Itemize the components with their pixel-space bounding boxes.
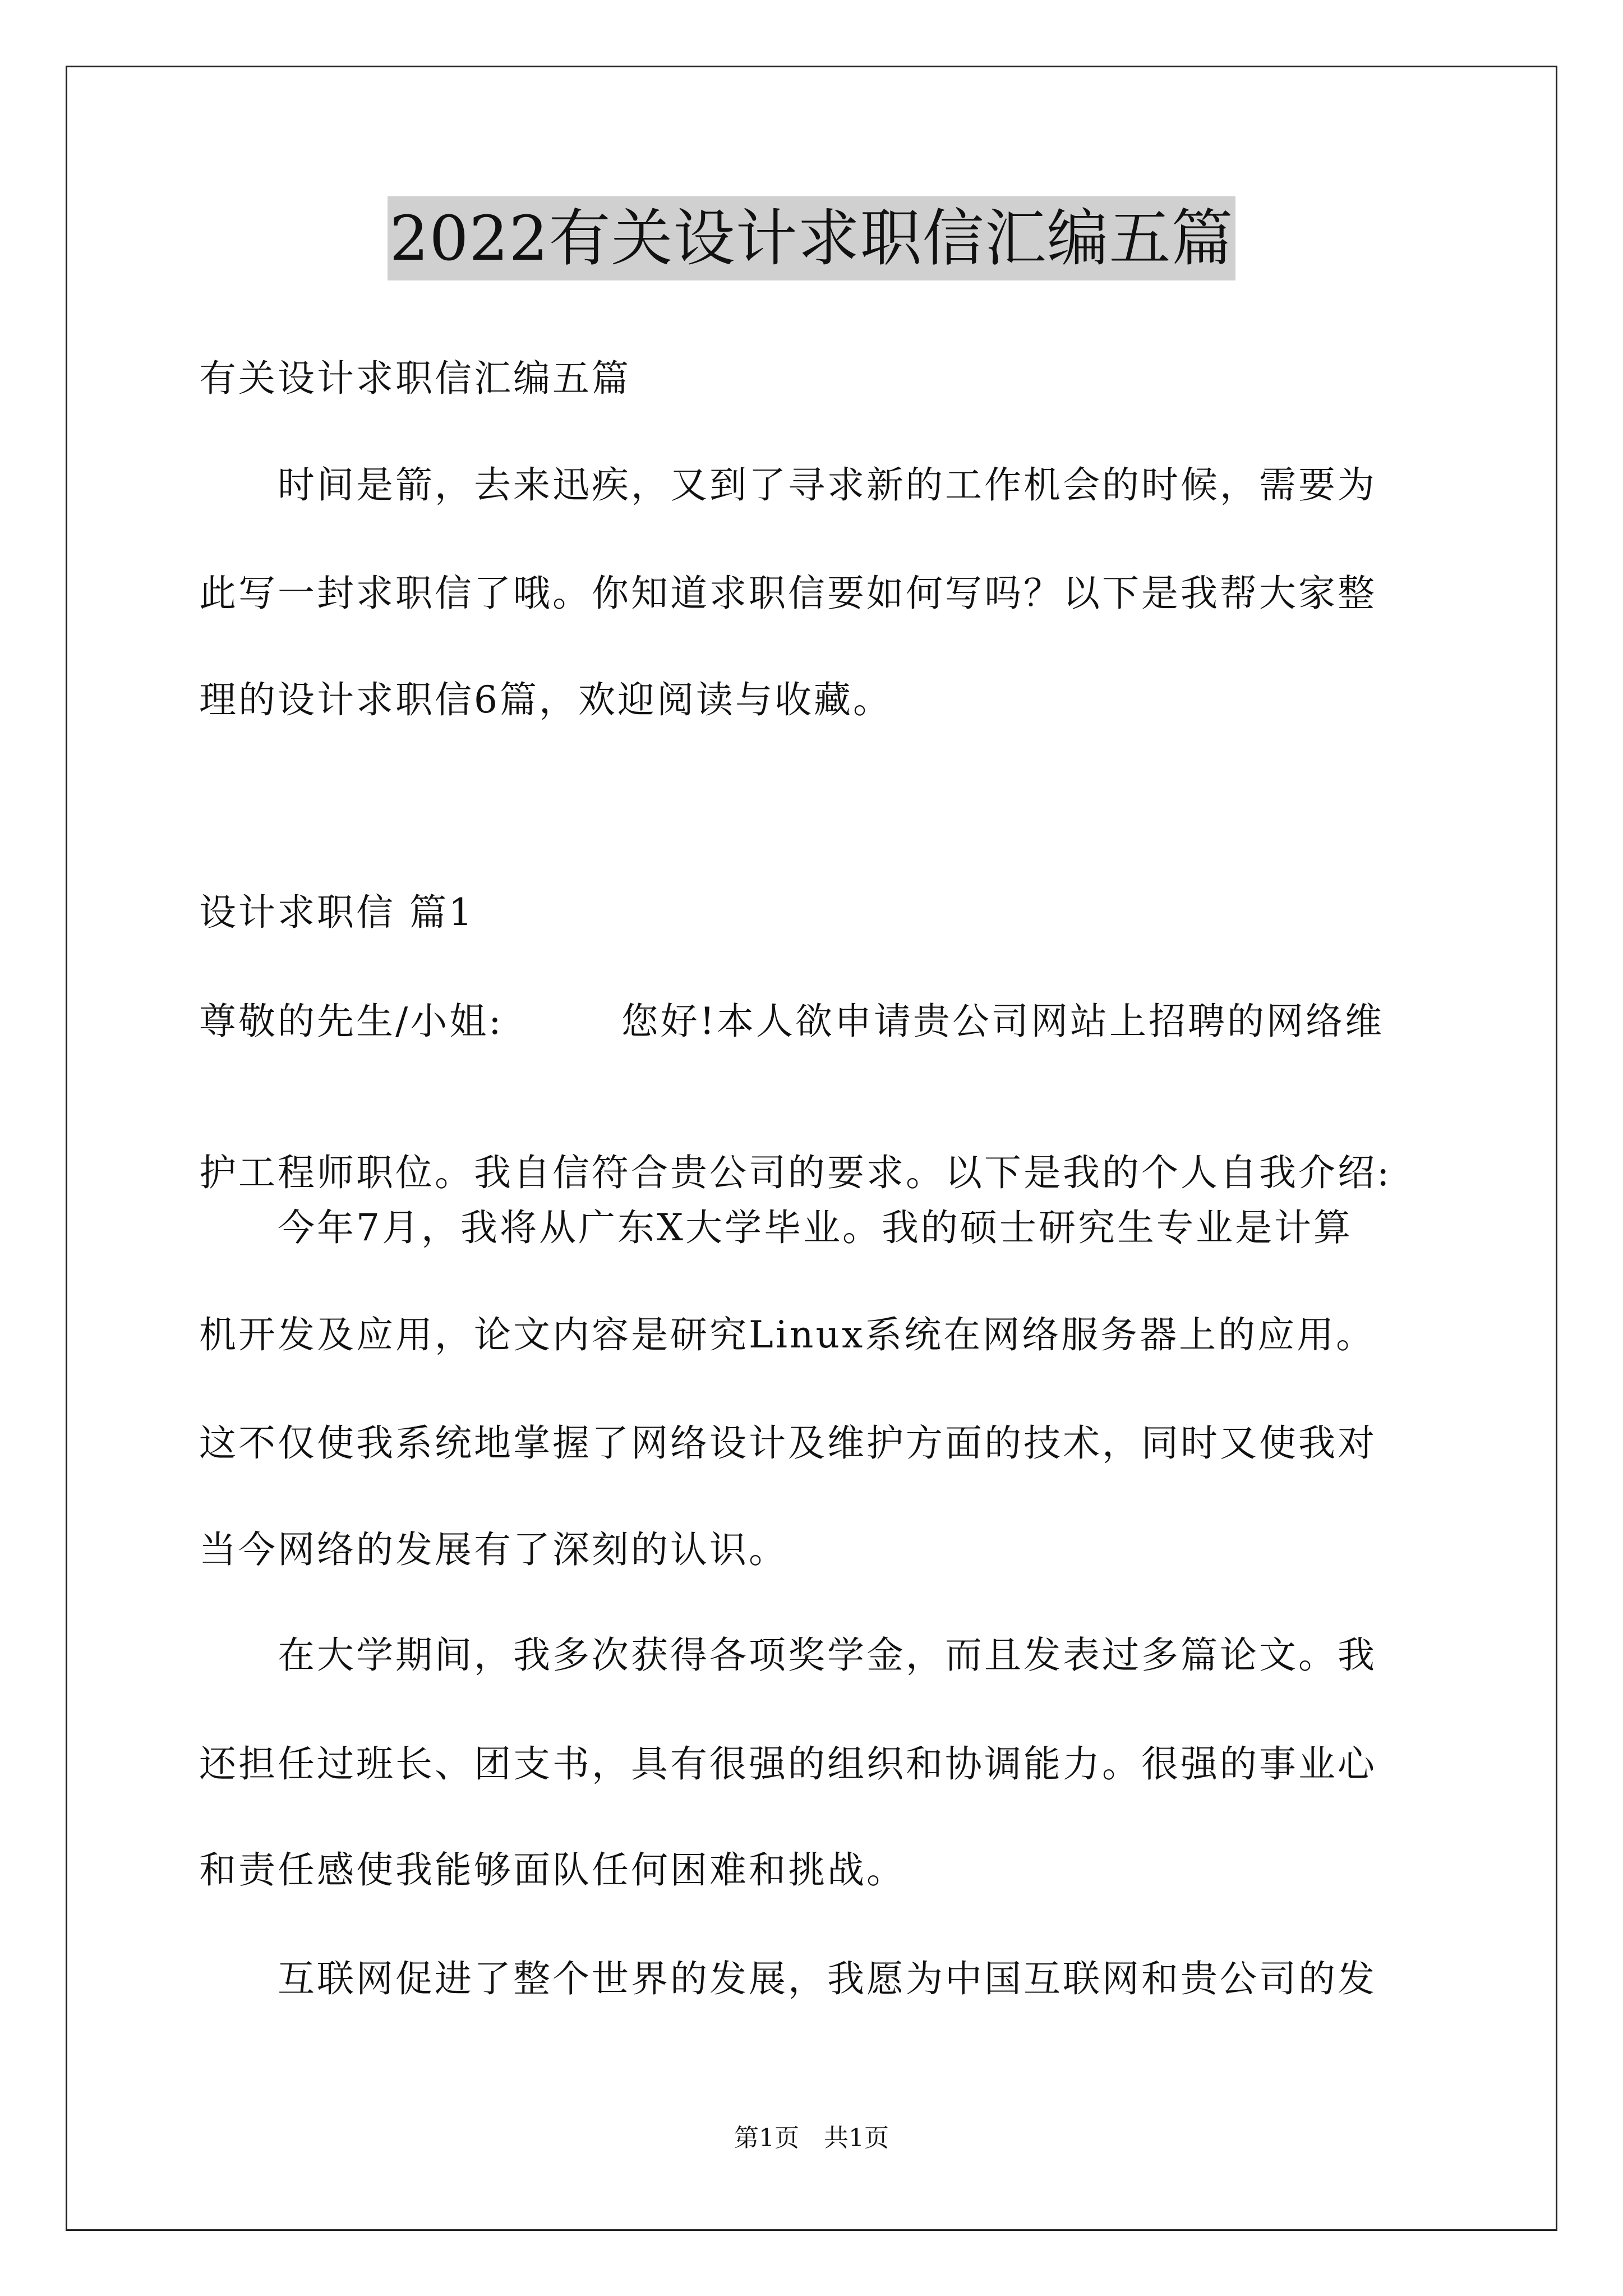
paragraph-line: 在大学期间，我多次获得各项奖学金，而且发表过多篇论文。我 xyxy=(199,1634,1377,1677)
paragraph-line: 时间是箭，去来迅疾，又到了寻求新的工作机会的时候，需要为 xyxy=(199,463,1377,507)
subtitle: 有关设计求职信汇编五篇 xyxy=(199,357,631,400)
section-heading: 设计求职信 篇1 xyxy=(199,891,474,934)
page-footer: 第1页 共1页 xyxy=(734,2124,889,2152)
paragraph-line: 这不仅使我系统地掌握了网络设计及维护方面的技术，同时又使我对 xyxy=(199,1421,1377,1465)
paragraph-line: 理的设计求职信6篇，欢迎阅读与收藏。 xyxy=(199,678,892,721)
paragraph-line: 今年7月，我将从广东X大学毕业。我的硕士研究生专业是计算 xyxy=(199,1206,1353,1249)
document-title: 2022有关设计求职信汇编五篇 xyxy=(388,196,1236,280)
paragraph-line: 护工程师职位。我自信符合贵公司的要求。以下是我的个人自我介绍: xyxy=(199,1151,1392,1194)
paragraph-line: 尊敬的先生/小姐: 您好!本人欲申请贵公司网站上招聘的网络维 xyxy=(199,1000,1384,1043)
paragraph-line: 此写一封求职信了哦。你知道求职信要如何写吗？以下是我帮大家整 xyxy=(199,572,1377,615)
paragraph-line: 机开发及应用，论文内容是研究Linux系统在网络服务器上的应用。 xyxy=(199,1313,1376,1356)
paragraph-line: 当今网络的发展有了深刻的认识。 xyxy=(199,1528,788,1571)
title-wrap xyxy=(0,196,1623,280)
paragraph-line: 和责任感使我能够面队任何困难和挑战。 xyxy=(199,1848,906,1892)
paragraph-line: 互联网促进了整个世界的发展，我愿为中国互联网和贵公司的发 xyxy=(199,1957,1377,2000)
paragraph-line: 还担任过班长、团支书，具有很强的组织和协调能力。很强的事业心 xyxy=(199,1742,1377,1786)
